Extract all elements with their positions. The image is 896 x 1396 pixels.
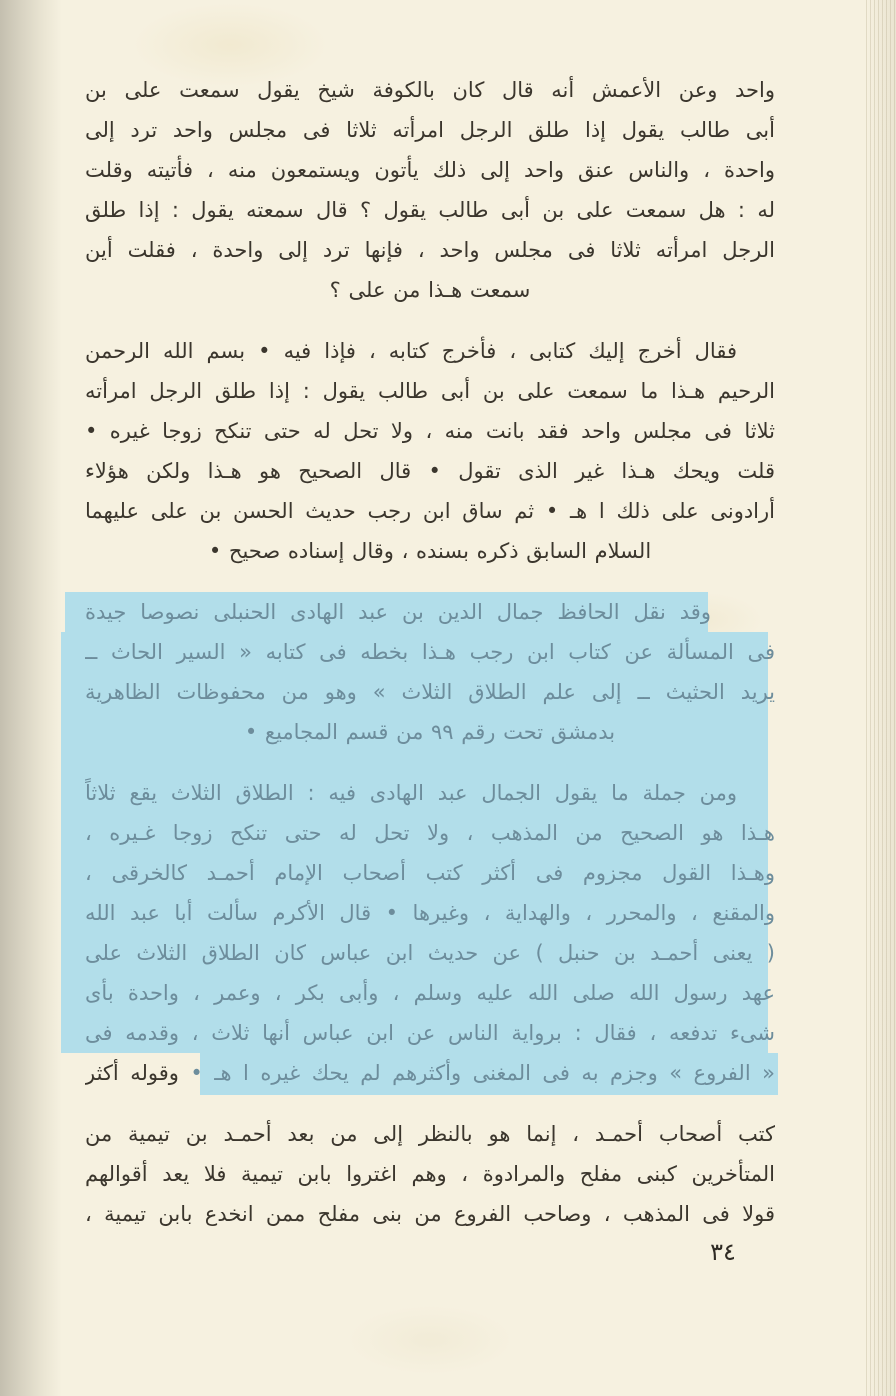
text-line bbox=[85, 451, 775, 491]
highlighted-text: ( يعنى أحمـد بن حنبل ) عن حديث ابن عباس كان الطلاق الثلاث على bbox=[85, 941, 775, 965]
text-line bbox=[85, 150, 775, 190]
body-text: الرحيم هـذا ما سمعت على بن أبى طالب يقول : إذا طلق الرجل امرأته bbox=[85, 379, 775, 403]
text-block bbox=[85, 70, 775, 1234]
body-text: واحد وعن الأعمش أنه قال كان بالكوفة شيخ يقول سمعت على بن bbox=[85, 78, 775, 102]
body-text: سمعت هـذا من على ؟ bbox=[329, 278, 531, 302]
highlighted-text: وقد نقل الحافظ جمال الدين بن عبد الهادى الحنبلى نصوصا جيدة bbox=[85, 600, 711, 624]
text-line bbox=[85, 813, 775, 853]
text-line bbox=[85, 672, 775, 712]
paragraph bbox=[85, 592, 775, 752]
body-text: أبى طالب يقول إذا طلق الرجل امرأته ثلاثا فى مجلس واحد ترد إلى bbox=[85, 118, 775, 142]
text-line bbox=[85, 491, 775, 531]
text-line bbox=[85, 230, 775, 270]
body-text: أرادونى على ذلك ا هـ • ثم ساق ابن رجب حديث الحسن بن على عليهما bbox=[85, 499, 775, 523]
paragraph bbox=[85, 1114, 775, 1234]
text-line bbox=[85, 110, 775, 150]
text-line bbox=[85, 270, 775, 310]
body-text: فقال أخرج إليك كتابى ، فأخرج كتابه ، فإذا فيه • بسم الله الرحمن bbox=[85, 339, 737, 363]
paragraph bbox=[85, 70, 775, 310]
highlighted-text: والمقنع ، والمحرر ، والهداية ، وغيرها • قال الأكرم سألت أبا عبد الله bbox=[85, 901, 775, 925]
highlighted-text: فى المسألة عن كتاب ابن رجب هـذا بخطه فى كتابه « السير الحاث ــ bbox=[85, 640, 775, 664]
text-line bbox=[85, 893, 775, 933]
highlighted-text: وهـذا القول مجزوم فى أكثر كتب أصحاب الإمام أحمـد كالخرقى ، bbox=[85, 861, 775, 885]
body-text: ثلاثا فى مجلس واحد فقد بانت منه ، ولا تحل له حتى تنكح زوجا غيره • bbox=[85, 419, 775, 443]
body-text: قلت ويحك هـذا غير الذى تقول • قال الصحيح هو هـذا ولكن هؤلاء bbox=[85, 459, 775, 483]
text-line bbox=[85, 371, 775, 411]
text-line bbox=[85, 1154, 775, 1194]
page-edge-texture bbox=[866, 0, 896, 1396]
highlighted-text: هـذا هو الصحيح من المذهب ، ولا تحل له حتى تنكح زوجا غـيره ، bbox=[85, 821, 775, 845]
page-number: ٣٤ bbox=[710, 1238, 736, 1266]
text-line bbox=[85, 411, 775, 451]
highlighted-text: ومن جملة ما يقول الجمال عبد الهادى فيه : الطلاق الثلاث يقع ثلاثاً bbox=[85, 781, 737, 805]
body-text: الرجل امرأته ثلاثا فى مجلس واحد ، فإنها ترد إلى واحدة ، فقلت أين bbox=[85, 238, 775, 262]
highlighted-text: شىء تدفعه ، فقال : برواية الناس عن ابن عباس أنها ثلاث ، وقدمه فى bbox=[85, 1021, 775, 1045]
body-text: السلام السابق ذكره بسنده ، وقال إسناده صحيح • bbox=[208, 539, 652, 563]
paragraph bbox=[85, 331, 775, 571]
text-line bbox=[85, 773, 775, 813]
highlighted-text: يريد الحثيث ــ إلى علم الطلاق الثلاث » وهو من محفوظات الظاهرية bbox=[85, 680, 775, 704]
paragraph bbox=[85, 773, 775, 1093]
text-line bbox=[85, 933, 775, 973]
highlighted-text: « الفروع » وجزم به فى المغنى وأكثرهم لم يحك غيره ا هـ • bbox=[190, 1061, 775, 1085]
highlighted-text: بدمشق تحت رقم ٩٩ من قسم المجاميع • bbox=[244, 720, 616, 744]
body-text: قولا فى المذهب ، وصاحب الفروع من بنى مفلح ممن انخدع بابن تيمية ، bbox=[85, 1202, 775, 1226]
page-gutter-shadow bbox=[0, 0, 62, 1396]
text-line bbox=[85, 632, 775, 672]
text-line bbox=[85, 190, 775, 230]
text-line bbox=[85, 331, 775, 371]
text-line bbox=[85, 712, 775, 752]
text-line bbox=[85, 1114, 775, 1154]
text-line bbox=[85, 531, 775, 571]
text-line bbox=[85, 1053, 775, 1093]
body-text: المتأخرين كبنى مفلح والمرادوة ، وهم اغتروا بابن تيمية فلا يعد أقوالهم bbox=[85, 1162, 775, 1186]
text-line bbox=[85, 70, 775, 110]
text-line bbox=[85, 1194, 775, 1234]
text-line bbox=[85, 973, 775, 1013]
body-text: واحدة ، والناس عنق واحد إلى ذلك يأتون ويستمعون منه ، فأتيته وقلت bbox=[85, 158, 775, 182]
text-line bbox=[85, 1013, 775, 1053]
highlighted-text: عهد رسول الله صلى الله عليه وسلم ، وأبى بكر ، وعمر ، واحدة بأى bbox=[85, 981, 775, 1005]
body-text: كتب أصحاب أحمـد ، إنما هو بالنظر إلى من بعد أحمـد بن تيمية من bbox=[85, 1122, 775, 1146]
body-text: وقوله أكثر bbox=[85, 1061, 191, 1085]
text-line bbox=[85, 592, 775, 632]
body-text: له : هل سمعت على بن أبى طالب يقول ؟ قال سمعته يقول : إذا طلق bbox=[85, 198, 775, 222]
text-line bbox=[85, 853, 775, 893]
